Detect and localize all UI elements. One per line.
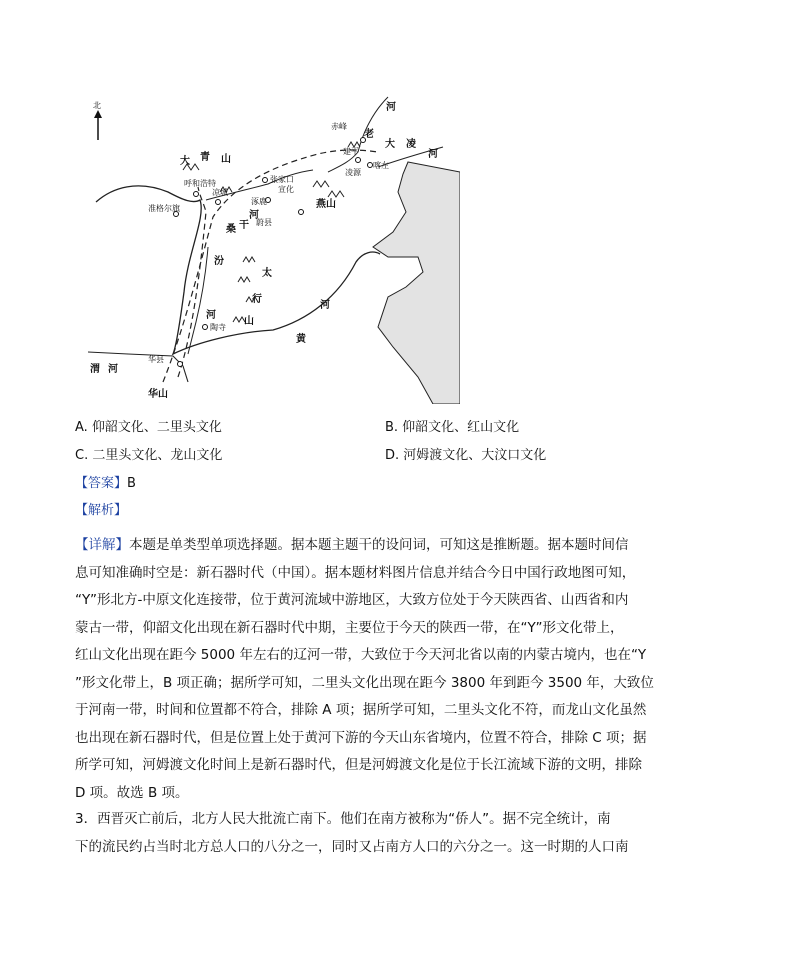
label-taihang-3: 山 <box>244 316 254 327</box>
question-line: 3．西晋灭亡前后，北方人民大批流亡南下。他们在南方被称为“侨人”。据不完全统计，南 <box>75 811 611 827</box>
label-zhangjiakou: 张家口 <box>270 175 294 184</box>
label-jianping: 建平 <box>343 147 359 156</box>
detail-line: 所学可知，河姆渡文化时间上是新石器时代，但是河姆渡文化是位于长江流域下游的文明，排除 <box>75 757 642 773</box>
detail-line: “Y”形北方-中原文化连接带，位于黄河流域中游地区，大致方位处于今天陕西省、山西省和内 <box>75 592 629 608</box>
wei-river <box>88 352 188 382</box>
detail-line: D 项。故选 B 项。 <box>75 784 189 801</box>
label-wei: 渭 <box>90 364 100 375</box>
label-gan: 干 <box>239 220 249 231</box>
label-sanggan-he: 河 <box>249 210 259 221</box>
north-arrow <box>93 100 102 140</box>
label-huang: 黄 <box>296 334 306 345</box>
detail-paragraph <box>75 532 665 807</box>
label-xuanhua: 宣化 <box>278 185 294 194</box>
detail-line: 也出现在新石器时代，但是位置上处于黄河下游的今天山东省境内，位置不符合，排除 C 项；据 <box>75 729 647 746</box>
label-lingyuan: 凌源 <box>345 168 361 177</box>
option-d: D. 河姆渡文化、大汶口文化 <box>385 448 547 463</box>
label-chifeng: 赤峰 <box>331 122 347 131</box>
detail-line: 红山文化出现在距今 5000 年左右的辽河一带，大致位于今天河北省以南的内蒙古境内，也在“Y <box>75 647 647 663</box>
option-c: C. 二里头文化、龙山文化 <box>75 448 223 463</box>
fen-river <box>188 247 208 354</box>
label-huhehaote: 呼和浩特 <box>184 179 216 188</box>
detail-line: 蒙古一带，仰韶文化出现在新石器时代中期，主要位于今天的陕西一带，在“Y”形文化带上， <box>75 619 624 636</box>
label-taosi: 陶寺 <box>210 323 226 332</box>
label-daling-1: 大 <box>385 139 395 150</box>
question-line: 下的流民约占当时北方总人口的八分之一，同时又占南方人口的六分之一。这一时期的人口南 <box>75 838 629 855</box>
analysis-label: 【解析】 <box>75 503 128 518</box>
label-daqingshan-2: 青 <box>200 152 210 163</box>
detail-line: ”形文化带上，B 项正确；据所学可知，二里头文化出现在距今 3800 年到距今 3500 年，大致位 <box>75 674 654 691</box>
label-yanshan-1: 燕山 <box>316 199 336 210</box>
y-belt-line-2 <box>178 187 206 377</box>
answer-label: 【答案】 <box>75 476 128 491</box>
label-fen-he: 河 <box>206 310 216 321</box>
sea-area <box>373 162 460 404</box>
map-svg <box>88 92 460 404</box>
label-zhungeer: 准格尔旗 <box>148 204 180 213</box>
label-sang: 桑 <box>226 224 236 235</box>
label-daling-2: 凌 <box>406 139 416 150</box>
label-yuxian: 蔚县 <box>256 218 272 227</box>
detail-line: 本题是单类型单项选择题。据本题主题干的设问词，可知这是推断题。据本题时间信 <box>129 537 629 553</box>
detail-label: 【详解】 <box>75 537 129 553</box>
option-a: A. 仰韶文化、二里头文化 <box>75 420 222 435</box>
place-dots <box>174 138 373 367</box>
label-kazuo: 喀左 <box>373 161 389 170</box>
label-taihang-2: 行 <box>252 294 262 305</box>
label-daqingshan-1: 大 <box>180 156 190 167</box>
label-daqingshan-3: 山 <box>221 154 231 165</box>
svg-text:北: 北 <box>93 101 101 110</box>
yellow-river <box>96 186 380 354</box>
answer-line <box>75 472 136 491</box>
label-liao-he: 河 <box>386 102 396 113</box>
label-fen: 汾 <box>214 256 224 267</box>
option-b: B. 仰韶文化、红山文化 <box>385 420 520 435</box>
label-huaxian: 华县 <box>148 355 164 364</box>
label-taihang-1: 太 <box>262 268 272 279</box>
label-zhuolu: 涿鹿 <box>251 197 267 206</box>
detail-line: 于河南一带，时间和位置都不符合，排除 A 项；据所学可知，二里头文化不符，而龙山文化虽然 <box>75 702 647 718</box>
label-huang-he: 河 <box>320 300 330 311</box>
answer-value: B <box>127 476 136 491</box>
map-figure <box>88 92 460 404</box>
label-daling-3: 河 <box>428 149 438 160</box>
label-huashan: 华山 <box>148 389 168 400</box>
label-liangcheng: 凉城 <box>212 188 228 197</box>
question-3 <box>75 806 665 861</box>
label-lao: 老 <box>364 129 374 140</box>
detail-line: 息可知准确时空是：新石器时代（中国）。据本题材料图片信息并结合今日中国行政地图可知， <box>75 564 636 581</box>
label-wei-he: 河 <box>108 364 118 375</box>
